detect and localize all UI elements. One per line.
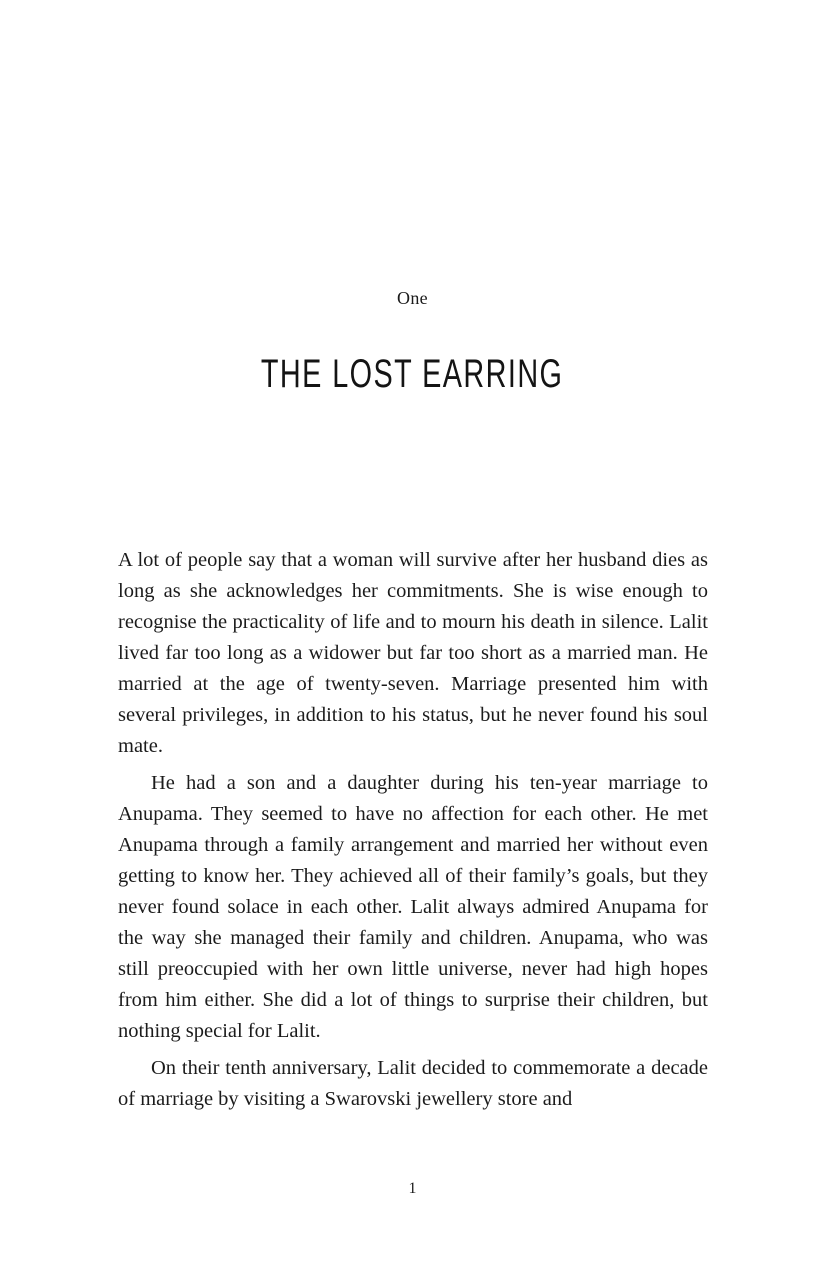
chapter-number: One: [397, 288, 428, 308]
body-paragraph: On their tenth anniversary, Lalit decided to commemorate a decade of marriage by visiting a Swarovski jewellery store and: [118, 1057, 708, 1110]
page-number: 1: [408, 1180, 417, 1197]
chapter-title-wrap: [0, 352, 825, 405]
body-text: [118, 545, 708, 1115]
body-paragraph: He had a son and a daughter during his ten-year marriage to Anupama. They seemed to have no affection for each other. He met Anupama through a family arrangement and married her without even getting to know her. They achieved all of their family’s goals, but they never found solace in each other. Lalit always admired Anupama for the way she managed their family and children. Anupama, who was still preoccupied with her own little universe, never had high hopes from him either. She did a lot of things to surprise their children, but nothing special for Lalit.: [118, 772, 708, 1042]
body-paragraph: A lot of people say that a woman will survive after her husband dies as long as she acknowledges her commitments. She is wise enough to recognise the practicality of life and to mourn his death in silence. Lalit lived far too long as a widower but far too short as a married man. He married at the age of twenty-seven. Marriage presented him with several privileges, in addition to his status, but he never found his soul mate.: [118, 549, 708, 757]
chapter-title: THE LOST EARRING: [261, 352, 564, 396]
